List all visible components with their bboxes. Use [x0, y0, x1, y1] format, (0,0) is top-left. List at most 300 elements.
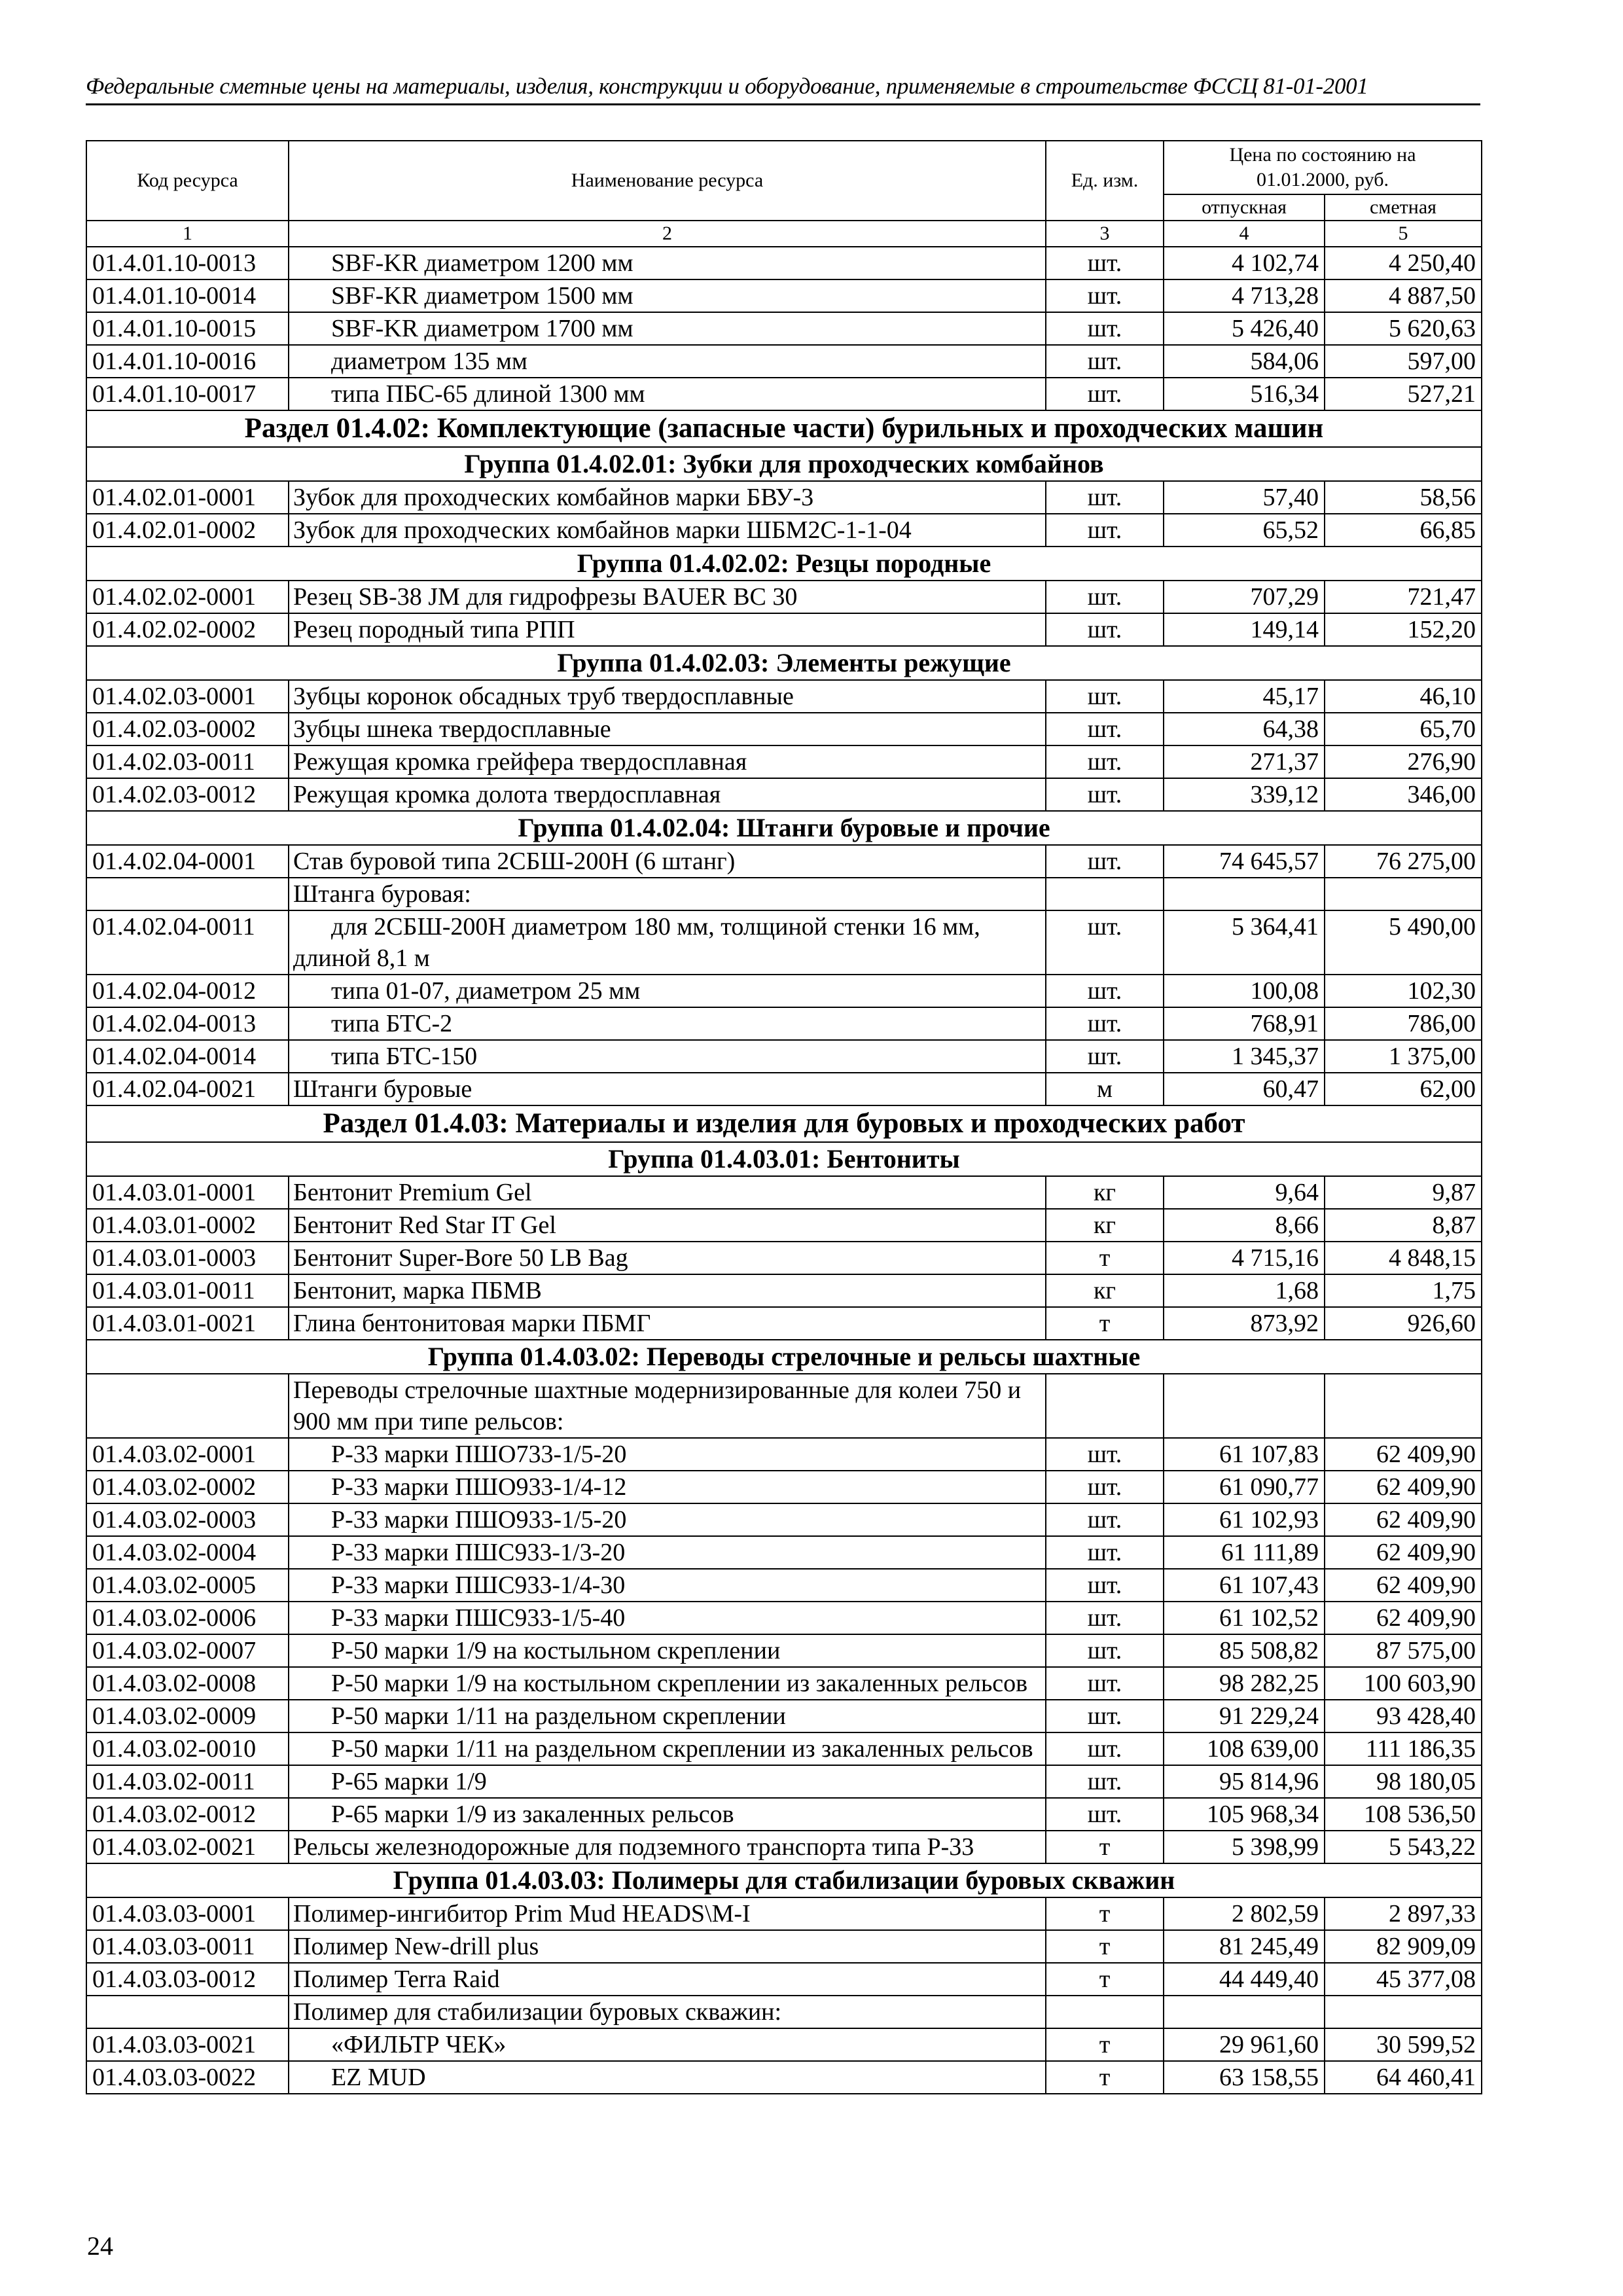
table-row [86, 1897, 1482, 1930]
release-price: 1 345,37 [1164, 1040, 1325, 1073]
resource-code: 01.4.03.01-0011 [86, 1274, 289, 1307]
estimate-price: 62 409,90 [1325, 1569, 1482, 1602]
resource-name: Режущая кромка долота твердосплавная [289, 778, 1046, 811]
resource-name: Полимер New-drill plus [289, 1930, 1046, 1963]
table-row [86, 1930, 1482, 1963]
resource-code: 01.4.02.02-0001 [86, 581, 289, 613]
table-row [86, 1274, 1482, 1307]
resource-code: 01.4.03.02-0005 [86, 1569, 289, 1602]
resource-name: Р-50 марки 1/9 на костыльном скреплении из закаленных рельсов [289, 1667, 1046, 1700]
estimate-price: 87 575,00 [1325, 1634, 1482, 1667]
resource-code: 01.4.02.01-0001 [86, 481, 289, 514]
table-row [86, 2028, 1482, 2061]
unit: шт. [1046, 312, 1164, 345]
resource-code: 01.4.03.02-0002 [86, 1471, 289, 1503]
resource-name: Р-50 марки 1/11 на раздельном скреплении из закаленных рельсов [289, 1732, 1046, 1765]
release-price: 64,38 [1164, 713, 1325, 745]
table-row [86, 481, 1482, 514]
estimate-price: 93 428,40 [1325, 1700, 1482, 1732]
release-price: 873,92 [1164, 1307, 1325, 1340]
unit: шт. [1046, 910, 1164, 975]
resource-code: 01.4.03.01-0021 [86, 1307, 289, 1340]
group-title: Группа 01.4.03.02: Переводы стрелочные и рельсы шахтные [86, 1340, 1482, 1374]
resource-name: для 2СБШ-200Н диаметром 180 мм, толщиной стенки 16 мм, длиной 8,1 м [289, 910, 1046, 975]
table-row [86, 1471, 1482, 1503]
resource-code: 01.4.03.03-0001 [86, 1897, 289, 1930]
unit: шт. [1046, 1536, 1164, 1569]
estimate-price [1325, 1374, 1482, 1438]
release-price: 65,52 [1164, 514, 1325, 547]
resource-name: Глина бентонитовая марки ПБМГ [289, 1307, 1046, 1340]
unit: шт. [1046, 514, 1164, 547]
table-row [86, 1176, 1482, 1209]
table-row [86, 713, 1482, 745]
group-heading-row [86, 447, 1482, 481]
estimate-price: 1,75 [1325, 1274, 1482, 1307]
estimate-price: 76 275,00 [1325, 845, 1482, 878]
section-title: Раздел 01.4.03: Материалы и изделия для буровых и проходческих работ [86, 1105, 1482, 1142]
unit: шт. [1046, 279, 1164, 312]
resource-code: 01.4.02.04-0014 [86, 1040, 289, 1073]
release-price: 2 802,59 [1164, 1897, 1325, 1930]
resource-name: Резец породный типа РПП [289, 613, 1046, 646]
resource-code [86, 878, 289, 910]
table-row [86, 345, 1482, 378]
release-price: 9,64 [1164, 1176, 1325, 1209]
resource-name: Резец SB-38 JM для гидрофрезы BAUER BC 30 [289, 581, 1046, 613]
estimate-price: 62 409,90 [1325, 1471, 1482, 1503]
estimate-price: 8,87 [1325, 1209, 1482, 1242]
header-release-price: отпускная [1164, 194, 1325, 221]
table-row [86, 378, 1482, 410]
release-price: 108 639,00 [1164, 1732, 1325, 1765]
estimate-price: 46,10 [1325, 680, 1482, 713]
table-row [86, 514, 1482, 547]
unit: шт. [1046, 975, 1164, 1007]
table-row [86, 1667, 1482, 1700]
release-price: 100,08 [1164, 975, 1325, 1007]
unit: шт. [1046, 1634, 1164, 1667]
resource-code [86, 1996, 289, 2028]
unit: т [1046, 2061, 1164, 2094]
resource-code: 01.4.03.02-0011 [86, 1765, 289, 1798]
price-table [86, 140, 1482, 2094]
resource-name: Р-33 марки ПШС933-1/4-30 [289, 1569, 1046, 1602]
resource-name: Зубцы коронок обсадных труб твердосплавные [289, 680, 1046, 713]
group-heading-row [86, 547, 1482, 581]
section-heading-row [86, 410, 1482, 447]
table-row [86, 1963, 1482, 1996]
estimate-price: 62 409,90 [1325, 1536, 1482, 1569]
estimate-price: 5 543,22 [1325, 1831, 1482, 1863]
table-row [86, 1307, 1482, 1340]
resource-code: 01.4.01.10-0013 [86, 247, 289, 279]
unit: шт. [1046, 713, 1164, 745]
resource-code: 01.4.01.10-0014 [86, 279, 289, 312]
resource-name: Зубок для проходческих комбайнов марки ШБМ2С-1-1-04 [289, 514, 1046, 547]
table-row [86, 1765, 1482, 1798]
resource-code: 01.4.03.02-0001 [86, 1438, 289, 1471]
resource-name: Р-33 марки ПШО933-1/5-20 [289, 1503, 1046, 1536]
release-price: 61 111,89 [1164, 1536, 1325, 1569]
release-price: 707,29 [1164, 581, 1325, 613]
unit: шт. [1046, 1667, 1164, 1700]
release-price [1164, 1374, 1325, 1438]
table-row [86, 1007, 1482, 1040]
unit: шт. [1046, 1700, 1164, 1732]
release-price: 149,14 [1164, 613, 1325, 646]
unit: шт. [1046, 1471, 1164, 1503]
unit: кг [1046, 1209, 1164, 1242]
group-heading-row [86, 1863, 1482, 1897]
release-price: 584,06 [1164, 345, 1325, 378]
resource-code: 01.4.03.03-0022 [86, 2061, 289, 2094]
unit: шт. [1046, 247, 1164, 279]
estimate-price: 527,21 [1325, 378, 1482, 410]
table-row [86, 778, 1482, 811]
table-row [86, 1569, 1482, 1602]
table-row [86, 1503, 1482, 1536]
subheading-row [86, 1996, 1482, 2028]
release-price: 5 364,41 [1164, 910, 1325, 975]
table-row [86, 1602, 1482, 1634]
release-price: 61 102,52 [1164, 1602, 1325, 1634]
unit: т [1046, 1831, 1164, 1863]
resource-name: Полимер Terra Raid [289, 1963, 1046, 1996]
resource-code: 01.4.03.02-0004 [86, 1536, 289, 1569]
resource-name: Р-33 марки ПШО733-1/5-20 [289, 1438, 1046, 1471]
resource-name: Бентонит Red Star IT Gel [289, 1209, 1046, 1242]
resource-code: 01.4.02.04-0013 [86, 1007, 289, 1040]
table-row [86, 247, 1482, 279]
resource-code: 01.4.02.03-0011 [86, 745, 289, 778]
table-row [86, 1732, 1482, 1765]
release-price [1164, 1996, 1325, 2028]
resource-code: 01.4.03.02-0009 [86, 1700, 289, 1732]
release-price: 4 715,16 [1164, 1242, 1325, 1274]
subheading-row [86, 1374, 1482, 1438]
estimate-price: 62 409,90 [1325, 1438, 1482, 1471]
header-code: Код ресурса [86, 141, 289, 221]
table-row [86, 1438, 1482, 1471]
column-number: 3 [1046, 221, 1164, 247]
unit: шт. [1046, 680, 1164, 713]
resource-name: диаметром 135 мм [289, 345, 1046, 378]
release-price: 44 449,40 [1164, 1963, 1325, 1996]
estimate-price: 597,00 [1325, 345, 1482, 378]
table-row [86, 1831, 1482, 1863]
unit [1046, 1374, 1164, 1438]
resource-name: Зубцы шнека твердосплавные [289, 713, 1046, 745]
resource-name: Штанги буровые [289, 1073, 1046, 1105]
unit: т [1046, 1963, 1164, 1996]
column-number: 2 [289, 221, 1046, 247]
section-heading-row [86, 1105, 1482, 1142]
estimate-price: 66,85 [1325, 514, 1482, 547]
unit: шт. [1046, 1438, 1164, 1471]
estimate-price: 100 603,90 [1325, 1667, 1482, 1700]
resource-code: 01.4.01.10-0015 [86, 312, 289, 345]
estimate-price: 62 409,90 [1325, 1503, 1482, 1536]
table-row [86, 1536, 1482, 1569]
unit: т [1046, 1307, 1164, 1340]
unit: шт. [1046, 345, 1164, 378]
table-row [86, 975, 1482, 1007]
resource-code: 01.4.03.02-0008 [86, 1667, 289, 1700]
resource-name: SBF-KR диаметром 1500 мм [289, 279, 1046, 312]
release-price: 105 968,34 [1164, 1798, 1325, 1831]
resource-code: 01.4.03.02-0003 [86, 1503, 289, 1536]
table-row [86, 845, 1482, 878]
unit: т [1046, 2028, 1164, 2061]
resource-code: 01.4.01.10-0016 [86, 345, 289, 378]
table-row [86, 1798, 1482, 1831]
resource-code: 01.4.03.03-0011 [86, 1930, 289, 1963]
table-row [86, 312, 1482, 345]
table-row [86, 1634, 1482, 1667]
resource-name: Р-50 марки 1/9 на костыльном скреплении [289, 1634, 1046, 1667]
group-heading-row [86, 646, 1482, 680]
estimate-price: 5 620,63 [1325, 312, 1482, 345]
estimate-price: 30 599,52 [1325, 2028, 1482, 2061]
resource-code: 01.4.02.01-0002 [86, 514, 289, 547]
release-price: 61 107,43 [1164, 1569, 1325, 1602]
unit: т [1046, 1242, 1164, 1274]
resource-code: 01.4.02.04-0021 [86, 1073, 289, 1105]
release-price: 8,66 [1164, 1209, 1325, 1242]
table-row [86, 680, 1482, 713]
estimate-price: 62,00 [1325, 1073, 1482, 1105]
release-price: 339,12 [1164, 778, 1325, 811]
estimate-price: 64 460,41 [1325, 2061, 1482, 2094]
resource-name: типа 01-07, диаметром 25 мм [289, 975, 1046, 1007]
estimate-price: 1 375,00 [1325, 1040, 1482, 1073]
release-price: 61 090,77 [1164, 1471, 1325, 1503]
estimate-price: 2 897,33 [1325, 1897, 1482, 1930]
unit: т [1046, 1930, 1164, 1963]
resource-code: 01.4.02.02-0002 [86, 613, 289, 646]
estimate-price: 65,70 [1325, 713, 1482, 745]
unit: шт. [1046, 1602, 1164, 1634]
resource-code: 01.4.02.03-0001 [86, 680, 289, 713]
unit: шт. [1046, 613, 1164, 646]
estimate-price: 4 250,40 [1325, 247, 1482, 279]
release-price: 61 107,83 [1164, 1438, 1325, 1471]
unit: т [1046, 1897, 1164, 1930]
estimate-price: 926,60 [1325, 1307, 1482, 1340]
resource-code [86, 1374, 289, 1438]
table-row [86, 1040, 1482, 1073]
estimate-price: 102,30 [1325, 975, 1482, 1007]
resource-name: Полимер-ингибитор Prim Mud HEADS\M-I [289, 1897, 1046, 1930]
unit: шт. [1046, 1040, 1164, 1073]
estimate-price: 111 186,35 [1325, 1732, 1482, 1765]
release-price: 85 508,82 [1164, 1634, 1325, 1667]
release-price: 95 814,96 [1164, 1765, 1325, 1798]
release-price: 60,47 [1164, 1073, 1325, 1105]
group-title: Группа 01.4.03.03: Полимеры для стабилизации буровых скважин [86, 1863, 1482, 1897]
header-estimate-price: сметная [1325, 194, 1482, 221]
group-title: Группа 01.4.02.01: Зубки для проходческих комбайнов [86, 447, 1482, 481]
resource-code: 01.4.01.10-0017 [86, 378, 289, 410]
table-row [86, 279, 1482, 312]
release-price: 516,34 [1164, 378, 1325, 410]
estimate-price: 786,00 [1325, 1007, 1482, 1040]
unit: шт. [1046, 581, 1164, 613]
resource-code: 01.4.02.04-0011 [86, 910, 289, 975]
resource-name: Бентонит Super-Bore 50 LB Bag [289, 1242, 1046, 1274]
table-row [86, 1073, 1482, 1105]
unit: шт. [1046, 1798, 1164, 1831]
resource-name: «ФИЛЬТР ЧЕК» [289, 2028, 1046, 2061]
resource-name: Бентонит, марка ПБМВ [289, 1274, 1046, 1307]
column-number: 5 [1325, 221, 1482, 247]
release-price: 61 102,93 [1164, 1503, 1325, 1536]
group-heading-row [86, 1142, 1482, 1176]
release-price: 45,17 [1164, 680, 1325, 713]
resource-code: 01.4.03.02-0006 [86, 1602, 289, 1634]
resource-name: Р-33 марки ПШС933-1/3-20 [289, 1536, 1046, 1569]
resource-name: Р-33 марки ПШС933-1/5-40 [289, 1602, 1046, 1634]
unit: шт. [1046, 1007, 1164, 1040]
resource-name: Режущая кромка грейфера твердосплавная [289, 745, 1046, 778]
estimate-price: 98 180,05 [1325, 1765, 1482, 1798]
unit [1046, 1996, 1164, 2028]
resource-code: 01.4.03.01-0001 [86, 1176, 289, 1209]
estimate-price: 721,47 [1325, 581, 1482, 613]
resource-name: типа ПБС-65 длиной 1300 мм [289, 378, 1046, 410]
estimate-price: 152,20 [1325, 613, 1482, 646]
resource-name: типа БТС-2 [289, 1007, 1046, 1040]
estimate-price: 9,87 [1325, 1176, 1482, 1209]
resource-code: 01.4.02.04-0012 [86, 975, 289, 1007]
release-price [1164, 878, 1325, 910]
release-price: 5 426,40 [1164, 312, 1325, 345]
release-price: 98 282,25 [1164, 1667, 1325, 1700]
estimate-price: 346,00 [1325, 778, 1482, 811]
resource-name: типа БТС-150 [289, 1040, 1046, 1073]
resource-code: 01.4.03.02-0010 [86, 1732, 289, 1765]
unit: шт. [1046, 745, 1164, 778]
estimate-price: 4 848,15 [1325, 1242, 1482, 1274]
table-row [86, 2061, 1482, 2094]
subheading-text: Штанга буровая: [289, 878, 1046, 910]
resource-name: Р-50 марки 1/11 на раздельном скреплении [289, 1700, 1046, 1732]
resource-code: 01.4.02.03-0012 [86, 778, 289, 811]
subheading-text: Полимер для стабилизации буровых скважин: [289, 1996, 1046, 2028]
resource-name: Р-33 марки ПШО933-1/4-12 [289, 1471, 1046, 1503]
estimate-price [1325, 1996, 1482, 2028]
estimate-price: 5 490,00 [1325, 910, 1482, 975]
resource-code: 01.4.02.03-0002 [86, 713, 289, 745]
resource-name: SBF-KR диаметром 1700 мм [289, 312, 1046, 345]
release-price: 4 713,28 [1164, 279, 1325, 312]
estimate-price: 82 909,09 [1325, 1930, 1482, 1963]
estimate-price: 58,56 [1325, 481, 1482, 514]
table-row [86, 910, 1482, 975]
running-header: Федеральные сметные цены на материалы, изделия, конструкции и оборудование, применяемые в строительстве ФССЦ 81-01-2001 [86, 73, 1480, 105]
header-unit: Ед. изм. [1046, 141, 1164, 221]
unit: шт. [1046, 378, 1164, 410]
unit: шт. [1046, 1765, 1164, 1798]
resource-code: 01.4.03.01-0003 [86, 1242, 289, 1274]
group-heading-row [86, 1340, 1482, 1374]
unit: кг [1046, 1274, 1164, 1307]
group-heading-row [86, 811, 1482, 845]
release-price: 81 245,49 [1164, 1930, 1325, 1963]
estimate-price: 108 536,50 [1325, 1798, 1482, 1831]
subheading-text: Переводы стрелочные шахтные модернизированные для колеи 750 и 900 мм при типе рельсов: [289, 1374, 1046, 1438]
release-price: 29 961,60 [1164, 2028, 1325, 2061]
resource-code: 01.4.03.02-0007 [86, 1634, 289, 1667]
resource-name: Зубок для проходческих комбайнов марки БВУ-3 [289, 481, 1046, 514]
resource-code: 01.4.02.04-0001 [86, 845, 289, 878]
table-row [86, 1242, 1482, 1274]
estimate-price: 62 409,90 [1325, 1602, 1482, 1634]
release-price: 4 102,74 [1164, 247, 1325, 279]
group-title: Группа 01.4.03.01: Бентониты [86, 1142, 1482, 1176]
resource-name: SBF-KR диаметром 1200 мм [289, 247, 1046, 279]
resource-code: 01.4.03.03-0021 [86, 2028, 289, 2061]
release-price: 91 229,24 [1164, 1700, 1325, 1732]
unit: шт. [1046, 1569, 1164, 1602]
column-number: 1 [86, 221, 289, 247]
release-price: 271,37 [1164, 745, 1325, 778]
unit: м [1046, 1073, 1164, 1105]
resource-code: 01.4.03.02-0012 [86, 1798, 289, 1831]
estimate-price: 4 887,50 [1325, 279, 1482, 312]
unit: шт. [1046, 778, 1164, 811]
table-row [86, 581, 1482, 613]
group-title: Группа 01.4.02.03: Элементы режущие [86, 646, 1482, 680]
unit: шт. [1046, 845, 1164, 878]
subheading-row [86, 878, 1482, 910]
resource-name: Бентонит Premium Gel [289, 1176, 1046, 1209]
estimate-price [1325, 878, 1482, 910]
resource-name: Рельсы железнодорожные для подземного транспорта типа Р-33 [289, 1831, 1046, 1863]
column-number: 4 [1164, 221, 1325, 247]
resource-name: EZ MUD [289, 2061, 1046, 2094]
table-row [86, 613, 1482, 646]
group-title: Группа 01.4.02.02: Резцы породные [86, 547, 1482, 581]
resource-code: 01.4.03.01-0002 [86, 1209, 289, 1242]
release-price: 1,68 [1164, 1274, 1325, 1307]
group-title: Группа 01.4.02.04: Штанги буровые и прочие [86, 811, 1482, 845]
resource-name: Р-65 марки 1/9 из закаленных рельсов [289, 1798, 1046, 1831]
resource-code: 01.4.03.02-0021 [86, 1831, 289, 1863]
table-row [86, 1209, 1482, 1242]
unit: шт. [1046, 1503, 1164, 1536]
unit: кг [1046, 1176, 1164, 1209]
unit: шт. [1046, 481, 1164, 514]
resource-name: Став буровой типа 2СБШ-200Н (6 штанг) [289, 845, 1046, 878]
table-row [86, 1700, 1482, 1732]
header-name: Наименование ресурса [289, 141, 1046, 221]
table-row [86, 745, 1482, 778]
release-price: 57,40 [1164, 481, 1325, 514]
unit: шт. [1046, 1732, 1164, 1765]
unit [1046, 878, 1164, 910]
estimate-price: 276,90 [1325, 745, 1482, 778]
release-price: 74 645,57 [1164, 845, 1325, 878]
header-price: Цена по состоянию на 01.01.2000, руб. [1164, 141, 1482, 194]
page-number: 24 [87, 2231, 113, 2261]
release-price: 768,91 [1164, 1007, 1325, 1040]
resource-name: Р-65 марки 1/9 [289, 1765, 1046, 1798]
release-price: 63 158,55 [1164, 2061, 1325, 2094]
section-title: Раздел 01.4.02: Комплектующие (запасные части) бурильных и проходческих машин [86, 410, 1482, 447]
estimate-price: 45 377,08 [1325, 1963, 1482, 1996]
